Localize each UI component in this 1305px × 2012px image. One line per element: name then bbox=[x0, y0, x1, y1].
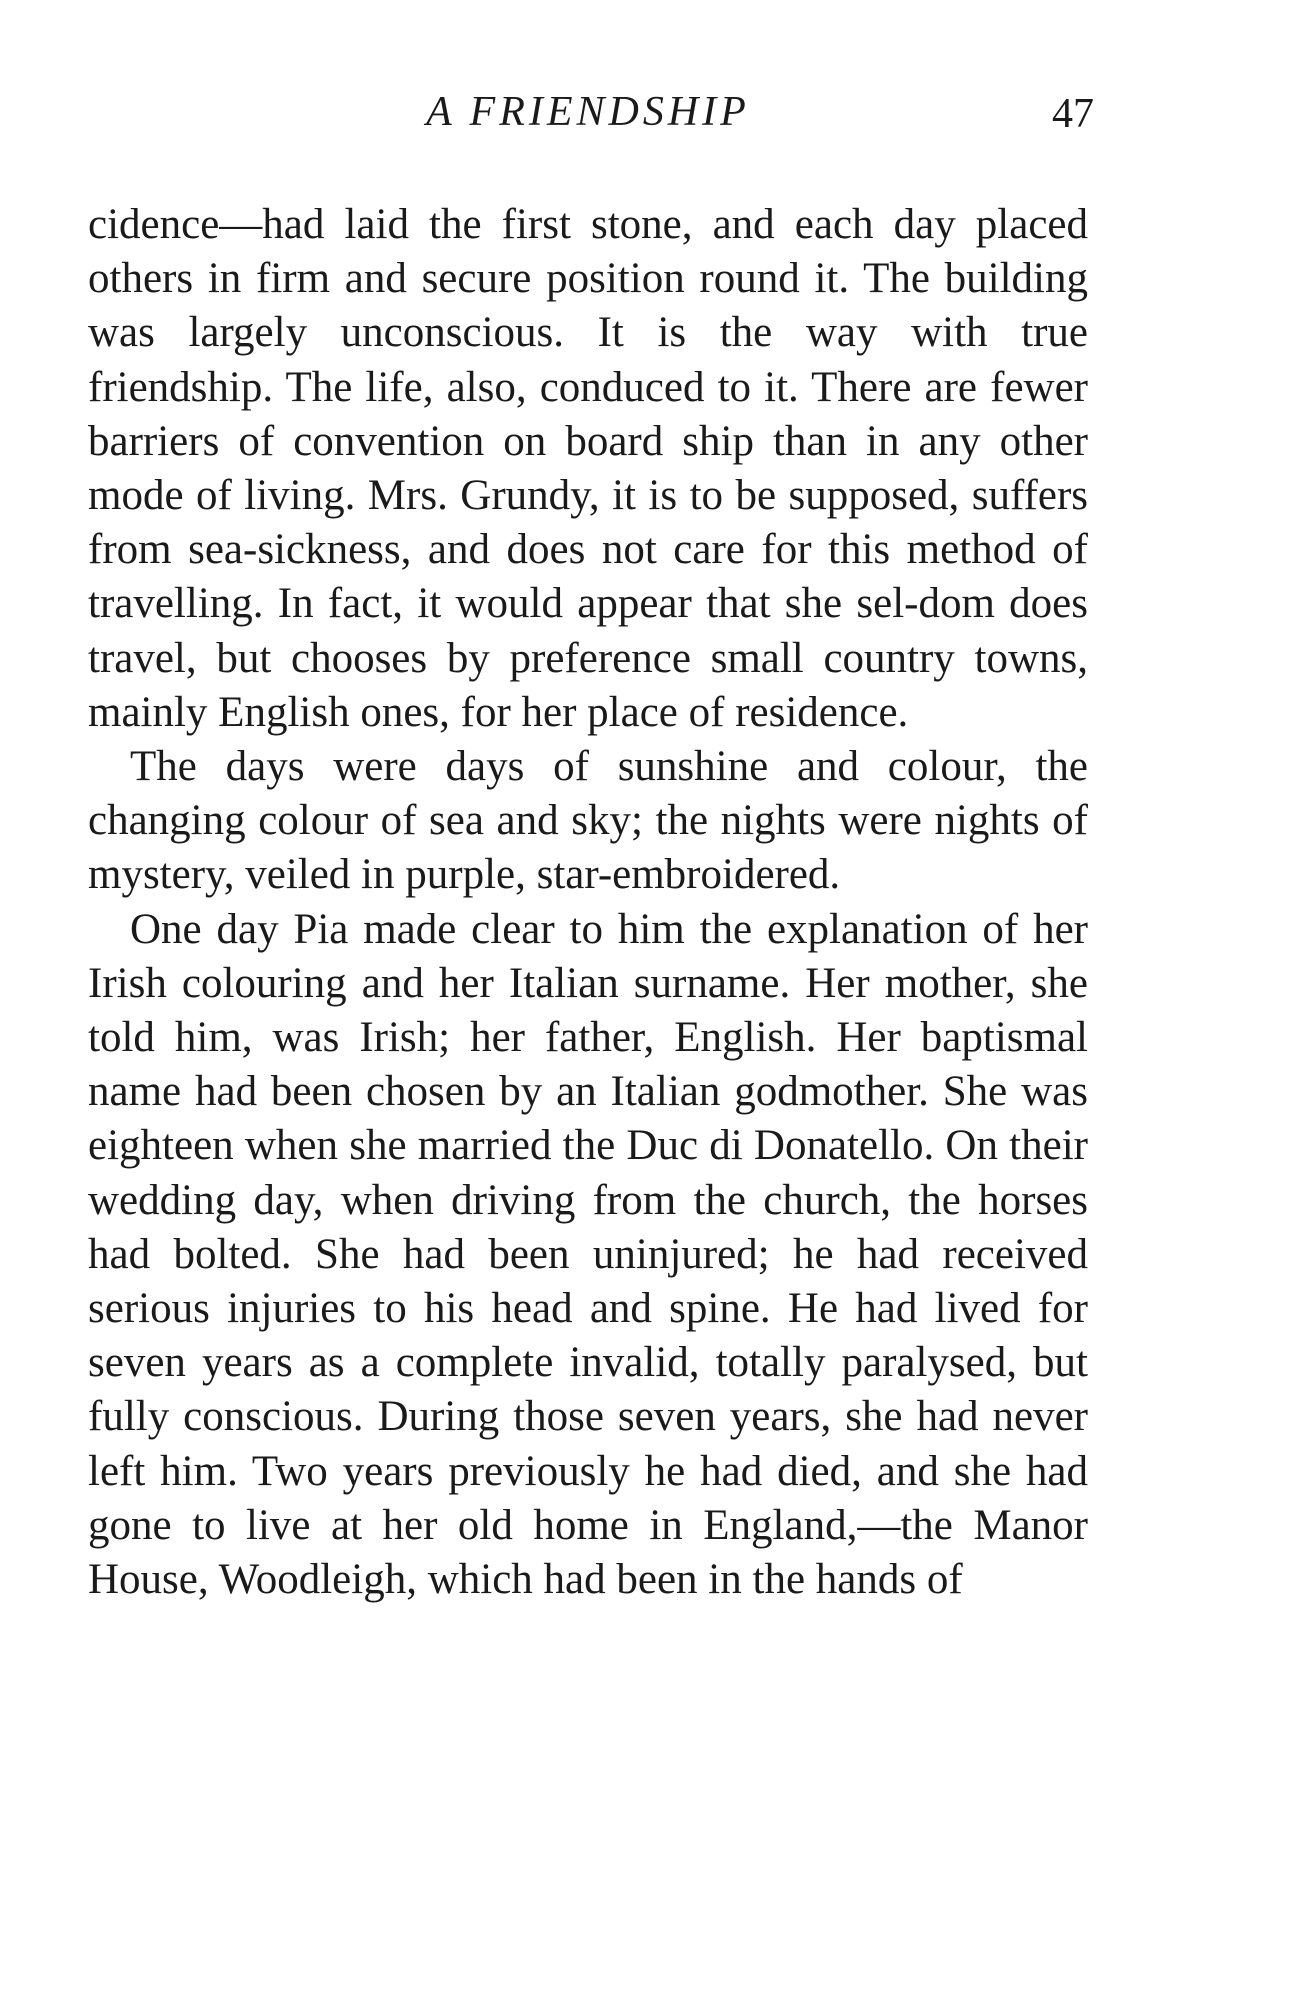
paragraph: The days were days of sunshine and colour, the changing colour of sea and sky; the nights were nights of mystery, veiled in purple, star-embroidered. bbox=[88, 743, 1088, 899]
body-text bbox=[88, 198, 1088, 1607]
paragraph: One day Pia made clear to him the explanation of her Irish colouring and her Italian surname. Her mother, she told him, was Irish; her father, English. Her baptismal name had been chosen by an Italian godmother. She was eighteen when she married the Duc di Donatello. On their wedding day, when driving from the church, the horses had bolted. She had been uninjured; he had received serious injuries to his head and spine. He had lived for seven years as a complete invalid, totally paralysed, but fully conscious. During those seven years, she had never left him. Two years previously he had died, and she had gone to live at her old home in England,—the Manor House, Woodleigh, which had been in the hands of bbox=[88, 905, 1088, 1604]
paragraph-continued: cidence—had laid the first stone, and each day placed others in firm and secure position round it. The building was largely unconscious. It is the way with true friendship. The life, also, conduced to it. There are fewer barriers of convention on board ship than in any other mode of living. Mrs. Grundy, it is to be supposed, suffers from sea-sickness, and does not care for this method of travelling. In fact, it would appear that she sel-dom does travel, but chooses by preference small country towns, mainly English ones, for her place of residence. bbox=[88, 201, 1088, 736]
page-number: 47 bbox=[1052, 91, 1094, 137]
page-header bbox=[88, 88, 1094, 148]
running-title: A FRIENDSHIP bbox=[426, 89, 750, 135]
